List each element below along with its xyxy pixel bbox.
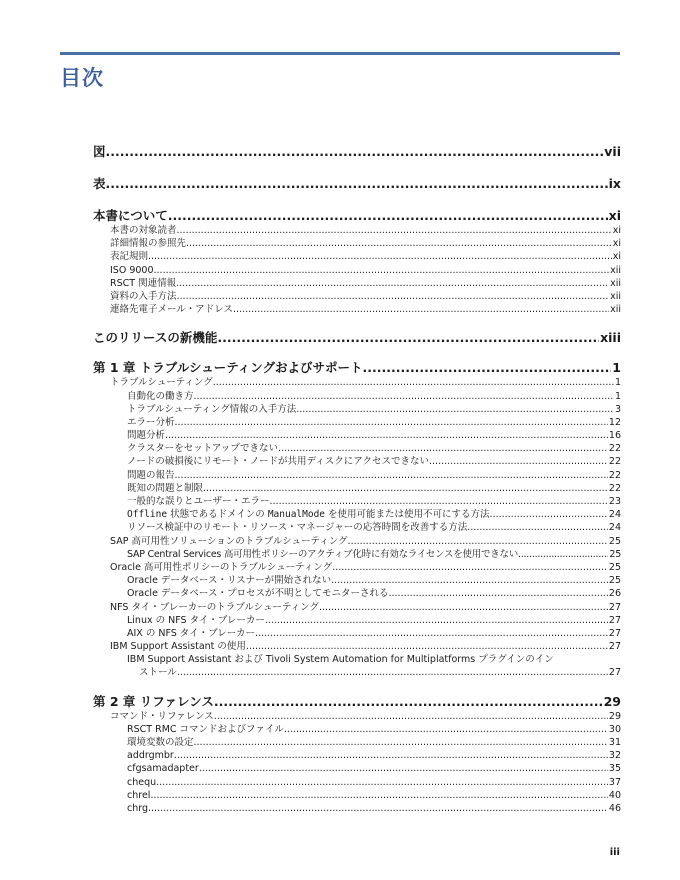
toc-entry[interactable] (93, 710, 621, 723)
toc-entry-chapter-1[interactable] (93, 360, 621, 376)
toc-entry[interactable] (93, 455, 621, 468)
toc-leader (296, 403, 614, 416)
toc-title: クラスターをセットアップできない (127, 443, 279, 455)
toc-leader (246, 640, 608, 653)
toc-entry[interactable] (93, 789, 621, 802)
toc-title: エラー分析 (127, 416, 175, 428)
toc-entry[interactable] (93, 237, 621, 250)
toc-title: addrgmbr (127, 750, 174, 762)
toc-entry-figures[interactable] (93, 144, 621, 160)
toc-leader (150, 789, 607, 802)
toc-title: 問題分析 (127, 430, 166, 442)
toc-page: 25 (608, 561, 621, 573)
toc-page: xi (608, 208, 621, 223)
toc-leader (265, 614, 608, 627)
toc-page: 27 (608, 667, 621, 679)
toc-leader (177, 666, 608, 679)
toc-entry-offline-manualmode[interactable] (93, 508, 621, 521)
toc-title: 第 1 章 トラブルシューティングおよびサポート (93, 360, 363, 376)
toc-entry[interactable] (93, 627, 621, 640)
toc-page: ix (608, 176, 621, 191)
toc-title: Oracle 高可用性ポリシーのトラブルシューティング (110, 561, 333, 573)
toc-entry-isa-plugin-line1[interactable] (93, 653, 621, 666)
toc-page: 35 (608, 763, 621, 775)
toc-title: 図 (93, 144, 106, 159)
toc-title: 資料の入手方法 (110, 290, 177, 302)
toc-leader (518, 548, 608, 561)
toc-title: ストール (139, 667, 177, 679)
toc-page: 24 (608, 509, 621, 521)
toc-leader (177, 290, 610, 303)
toc-entry-tables[interactable] (93, 176, 621, 192)
toc-entry[interactable] (93, 416, 621, 429)
toc-leader (175, 416, 608, 429)
toc-leader (388, 587, 607, 600)
toc-page: 30 (608, 723, 621, 735)
toc-entry-about[interactable] (93, 208, 621, 224)
toc-page: 32 (608, 750, 621, 762)
toc-page: 1 (612, 360, 621, 376)
toc-entry[interactable] (93, 723, 621, 736)
toc-title: コマンド・リファレンス (110, 710, 214, 722)
toc-leader (186, 237, 612, 250)
toc-page: 25 (608, 535, 621, 547)
toc-title: ノードの破損後にリモート・ノードが共用ディスクにアクセスできない (127, 456, 430, 468)
toc-page: 24 (608, 522, 621, 534)
toc-page: 22 (608, 456, 621, 468)
toc-entry[interactable] (93, 776, 621, 789)
header-rule (60, 52, 620, 55)
toc-page: vii (604, 144, 621, 159)
toc-leader (154, 264, 610, 277)
toc-entry[interactable] (93, 495, 621, 508)
toc-entry[interactable] (93, 802, 621, 815)
toc-page: xiii (600, 330, 621, 346)
toc-leader (203, 482, 608, 495)
toc-title: 本書の対象読者 (110, 225, 177, 236)
toc-title-part: を使用可能または使用不可にする方法 (325, 509, 490, 521)
toc-leader (194, 736, 608, 749)
toc-title: 一般的な誤りとユーザー・エラー (127, 496, 270, 507)
toc-page: 22 (608, 482, 621, 494)
toc-title: このリリースの新機能 (93, 330, 218, 346)
toc-page: 26 (608, 588, 621, 600)
toc-entry[interactable] (93, 749, 621, 762)
toc-page: 40 (608, 789, 621, 801)
toc-title: AIX の NFS タイ・ブレーカー (127, 627, 256, 639)
toc-title: Linux の NFS タイ・ブレーカー (127, 614, 265, 626)
toc-title: SAP 高可用性ソリューションのトラブルシューティング (110, 535, 348, 547)
toc-title: Oracle データベース・プロセスが不明としてモニターされる (127, 588, 389, 600)
toc-leader (213, 376, 614, 389)
toc-leader (148, 250, 612, 263)
toc-title: トラブルシューティング情報の入手方法 (127, 403, 297, 415)
toc-page: xi (612, 251, 621, 263)
toc-title: リソース検証中のリモート・リソース・マネージャーの応答時間を改善する方法 (127, 522, 468, 534)
toc-leader (177, 224, 612, 237)
toc-entry[interactable] (93, 574, 621, 587)
toc-entry[interactable] (93, 442, 621, 455)
toc-page: 27 (608, 614, 621, 626)
toc-entry[interactable] (93, 469, 621, 482)
toc-page: 16 (608, 430, 621, 442)
toc-leader (217, 330, 599, 346)
toc-title: 表記規則 (110, 251, 149, 263)
toc-page: 22 (608, 443, 621, 455)
toc-leader (175, 469, 608, 482)
toc-title: NFS タイ・ブレーカーのトラブルシューティング (110, 601, 319, 613)
toc-page: 27 (608, 601, 621, 613)
toc-title: Oracle データベース・リスナーが開始されない (127, 575, 332, 587)
toc-leader (332, 561, 608, 574)
toc-page: 29 (603, 693, 621, 709)
toc-leader (270, 495, 608, 508)
code-offline: Offline (127, 509, 168, 521)
toc-leader (362, 360, 611, 376)
toc-leader (429, 455, 608, 468)
toc-page: xi (612, 238, 621, 250)
toc-entry-isa-plugin-line2[interactable] (93, 666, 621, 679)
toc-leader (148, 802, 608, 815)
toc-title: 第 2 章 リファレンス (93, 693, 214, 709)
toc-leader (106, 176, 608, 192)
toc-entry[interactable] (93, 376, 621, 389)
toc-page: xi (612, 225, 621, 236)
toc-title: RSCT RMC コマンドおよびファイル (127, 723, 284, 735)
toc-title: chequ (127, 776, 157, 788)
toc-leader (490, 508, 608, 521)
toc-entry[interactable] (93, 587, 621, 600)
toc-leader (214, 710, 608, 723)
toc-entry[interactable] (93, 535, 621, 548)
toc-leader (165, 429, 608, 442)
toc-page: xii (610, 264, 621, 276)
page-title: 目次 (60, 66, 104, 90)
toc-title: ISO 9000 (110, 264, 154, 276)
toc-page: 22 (608, 469, 621, 481)
toc-page: 27 (608, 641, 621, 653)
toc-leader (199, 762, 608, 775)
toc-page: 27 (608, 627, 621, 639)
toc-title: IBM Support Assistant の使用 (110, 641, 246, 653)
toc-entry[interactable] (93, 264, 621, 277)
toc-title: 連絡先電子メール・アドレス (110, 304, 234, 316)
toc-leader (467, 521, 608, 534)
toc-page: 1 (614, 377, 621, 389)
toc-entry[interactable] (93, 736, 621, 749)
toc-page: xii (610, 277, 621, 289)
toc-entry[interactable] (93, 521, 621, 534)
toc-title: 問題の報告 (127, 469, 175, 481)
toc-page: 12 (608, 416, 621, 428)
toc-page: 31 (608, 737, 621, 748)
toc-title: 表 (93, 176, 106, 191)
toc-entry[interactable] (93, 762, 621, 775)
toc-title: cfgsamadapter (127, 763, 199, 775)
toc-page: 25 (608, 575, 621, 587)
toc-entry[interactable] (93, 390, 621, 403)
toc-title: トラブルシューティング (110, 377, 213, 389)
toc-entry[interactable] (93, 277, 621, 290)
toc-page: 23 (608, 496, 621, 507)
toc-title: IBM Support Assistant および Tivoli System Automation for Multiplatforms プラグインのイン (127, 654, 554, 666)
toc-leader (319, 601, 608, 614)
toc-title: 詳細情報の参照先 (110, 238, 187, 250)
toc-entry-chapter-2[interactable] (93, 694, 621, 710)
toc-title: 既知の問題と制限 (127, 482, 204, 494)
toc-leader (255, 627, 608, 640)
toc-leader (284, 723, 608, 736)
toc-leader (233, 303, 609, 316)
toc-title: SAP Central Services 高可用性ポリシーのアクティブ化時に有効なライセンスを使用できない (127, 548, 518, 560)
toc-page: xii (610, 290, 621, 302)
toc-leader (194, 390, 614, 403)
toc-entry[interactable] (93, 250, 621, 263)
toc-leader (106, 144, 604, 160)
toc-title: 環境変数の設定 (127, 737, 194, 748)
toc-page: 29 (608, 710, 621, 722)
toc-leader (176, 277, 609, 290)
toc-leader (214, 694, 603, 710)
toc-leader (168, 208, 608, 224)
toc-leader (278, 442, 608, 455)
toc-entry[interactable] (93, 482, 621, 495)
toc-entry[interactable] (93, 601, 621, 614)
toc-title-part: 状態であるドメインの (167, 509, 268, 521)
toc-title: 自動化の働き方 (127, 390, 194, 402)
toc-title: chrg (127, 802, 149, 814)
toc-page: 1 (614, 390, 621, 402)
toc-title: 本書について (93, 208, 168, 223)
toc-entry[interactable] (93, 561, 621, 574)
toc-page: 37 (608, 776, 621, 788)
toc-leader (174, 749, 608, 762)
toc-entry[interactable] (93, 403, 621, 416)
toc-entry[interactable] (93, 429, 621, 442)
toc-page: xii (610, 304, 621, 316)
toc-entry[interactable] (93, 614, 621, 627)
toc-entry[interactable] (93, 290, 621, 303)
toc-page: 25 (609, 548, 621, 560)
code-manualmode: ManualMode (267, 509, 326, 521)
table-of-contents (93, 140, 621, 815)
toc-title (127, 508, 490, 521)
toc-title: RSCT 関連情報 (110, 277, 177, 289)
toc-entry[interactable] (93, 303, 621, 316)
toc-leader (156, 776, 608, 789)
toc-page: 3 (614, 403, 621, 415)
toc-entry[interactable] (93, 224, 621, 237)
page-number: iii (609, 847, 620, 858)
toc-entry-new-features[interactable] (93, 330, 621, 346)
toc-entry[interactable] (93, 640, 621, 653)
toc-entry[interactable] (93, 548, 621, 561)
toc-title: chrel (127, 789, 151, 801)
toc-page: 46 (608, 802, 621, 814)
toc-leader (331, 574, 608, 587)
toc-leader (348, 535, 608, 548)
